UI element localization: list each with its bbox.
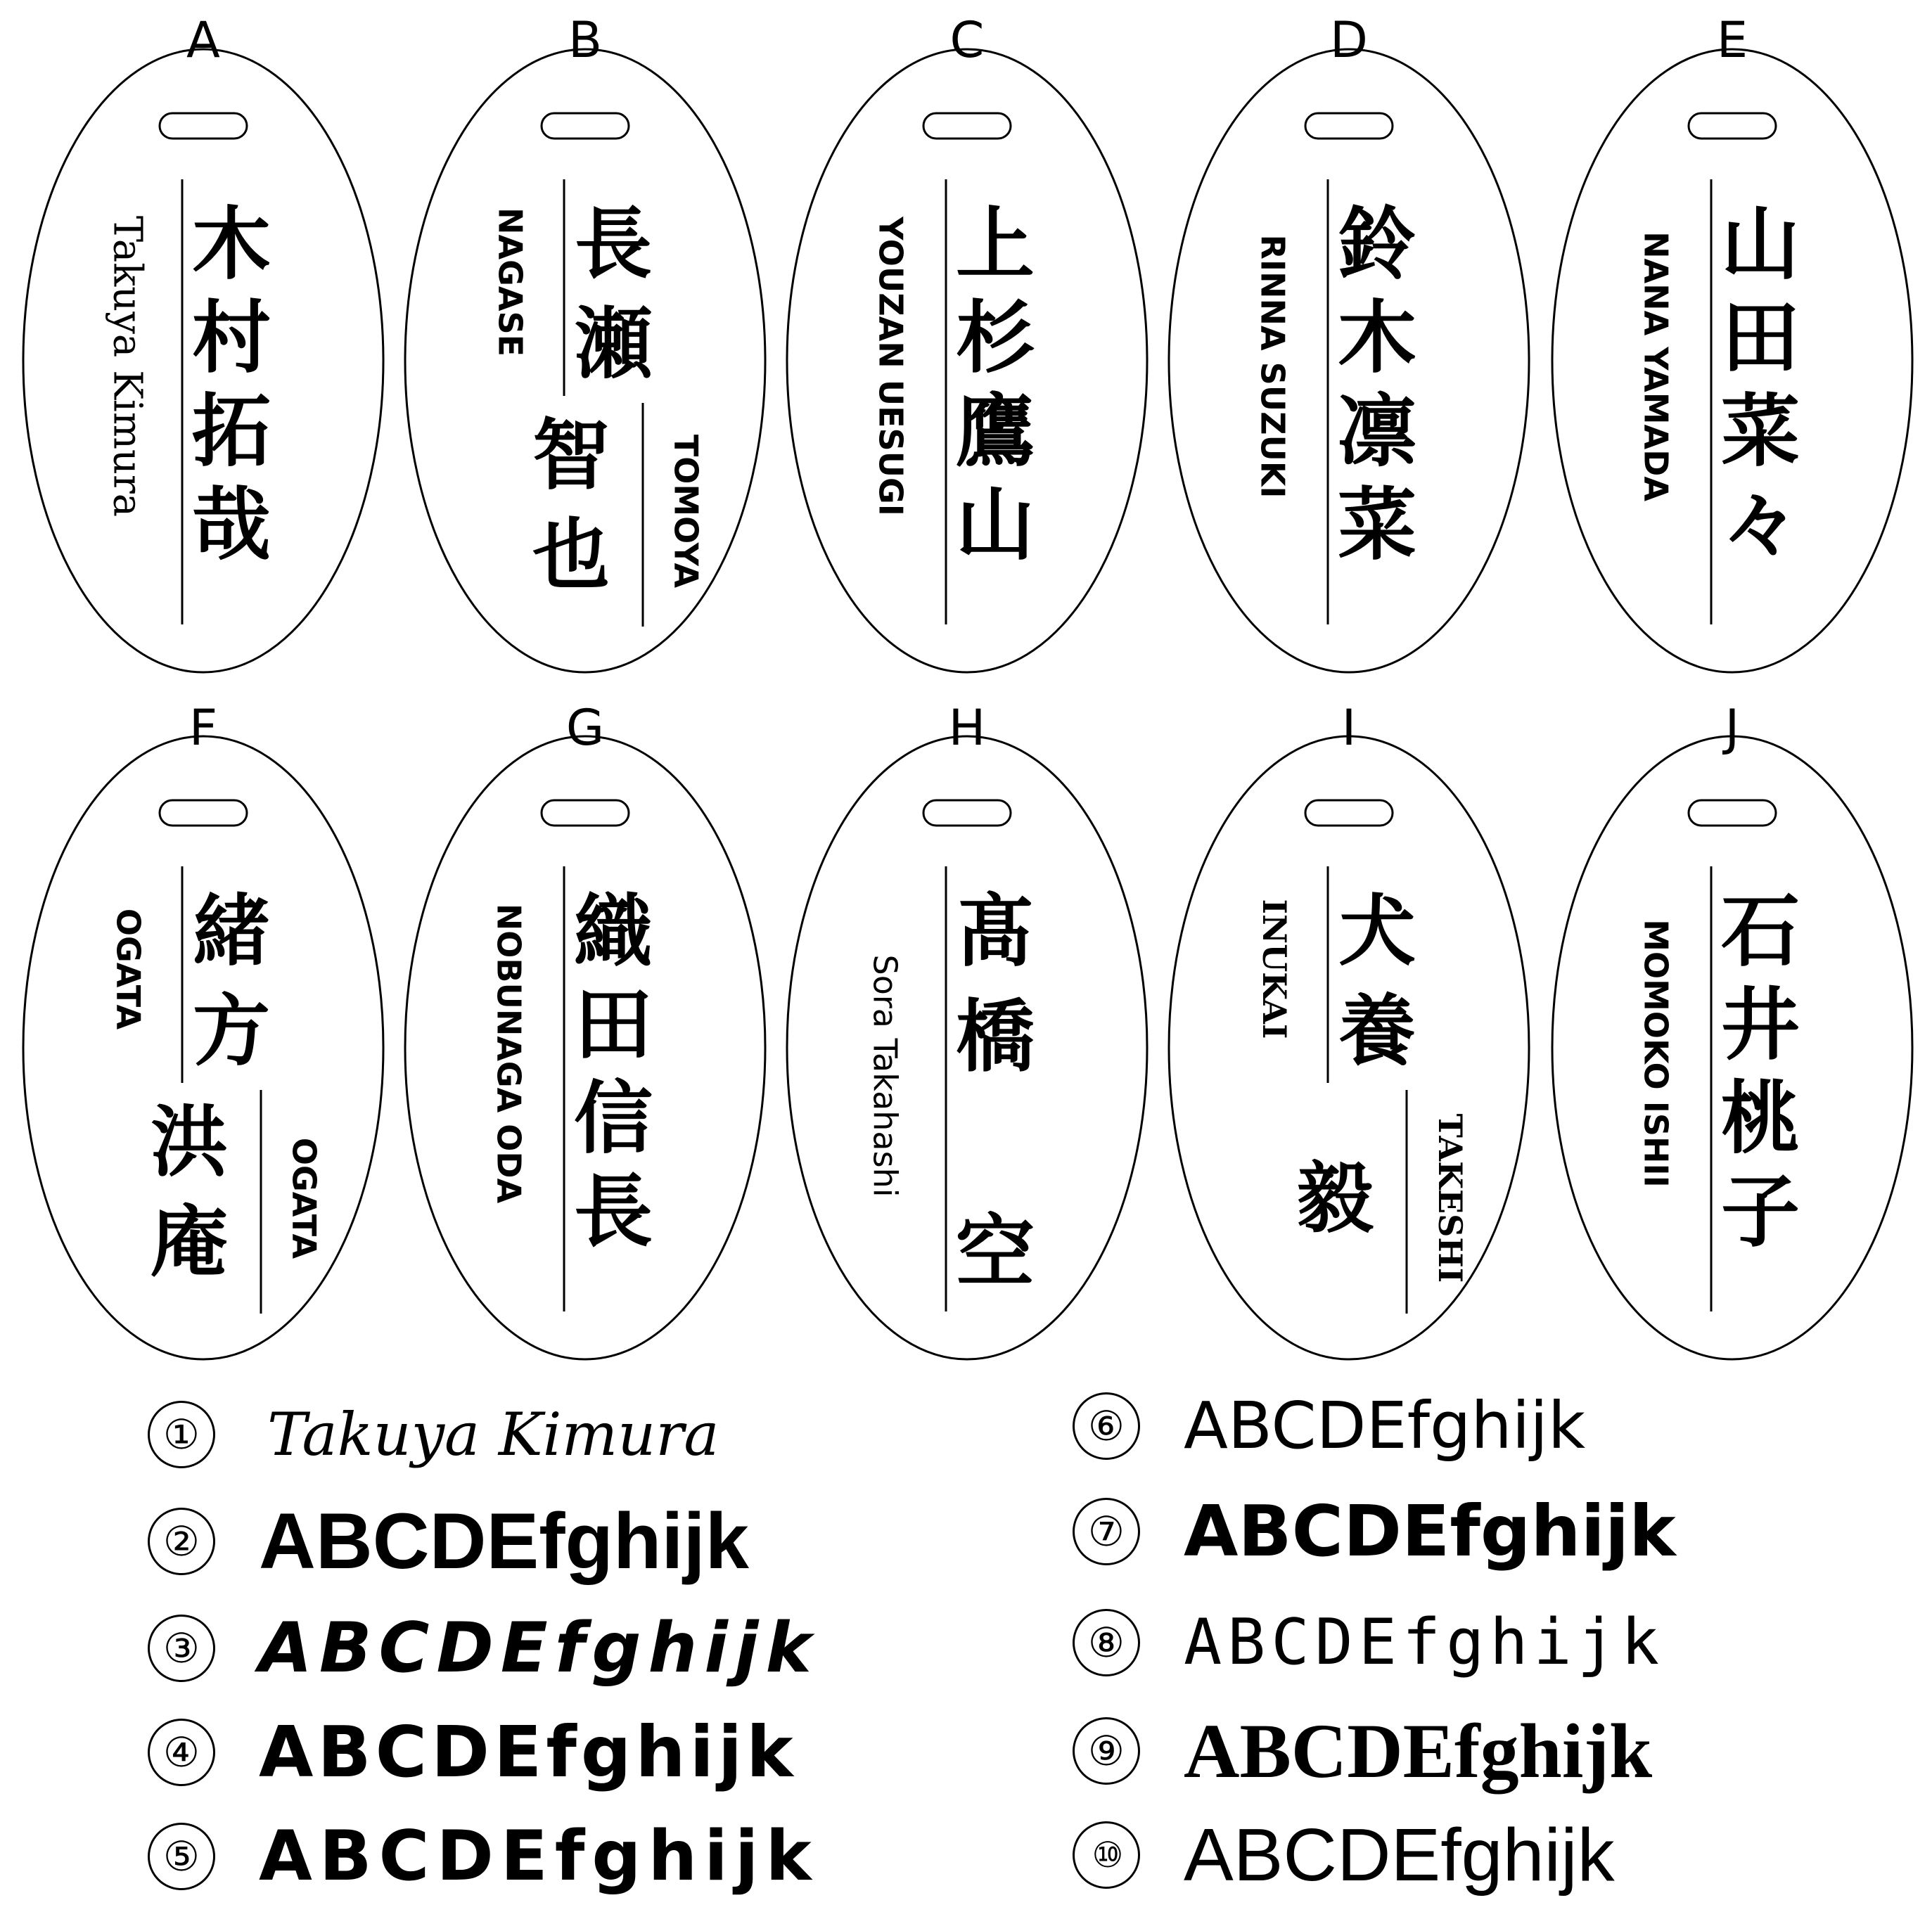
tag-kanji-family-char: 犬 xyxy=(1338,886,1416,977)
tag-letter: A xyxy=(186,11,220,70)
tag-letter: F xyxy=(188,699,218,757)
sample-text-4: ABCDEfghijk xyxy=(259,1711,798,1793)
tag-letter: D xyxy=(1330,11,1368,70)
tag-kanji-given-char: 毅 xyxy=(1296,1153,1374,1244)
font-sample-9 xyxy=(1073,1709,1652,1793)
tag-roman-family: INUKAI xyxy=(1255,899,1293,1039)
tag-kanji-char: 山 xyxy=(956,479,1035,571)
sample-number-7: ⑦ xyxy=(1073,1498,1140,1565)
sample-text-1: Takuya Kimura xyxy=(267,1400,719,1469)
sample-number-6: ⑥ xyxy=(1073,1392,1140,1460)
sample-number-9: ⑨ xyxy=(1073,1717,1140,1785)
tag-roman-name: RINNA SUZUKI xyxy=(1253,234,1292,499)
tag-letter: E xyxy=(1716,11,1748,70)
tag-letter: J xyxy=(1725,699,1740,757)
tag-kanji-char: 田 xyxy=(1721,292,1800,384)
tag-kanji-given-char: 也 xyxy=(532,510,610,601)
font-sample-4 xyxy=(148,1710,798,1795)
tag-kanji-family-char: 方 xyxy=(193,986,270,1077)
tag-kanji-char: 井 xyxy=(1721,979,1800,1071)
tag-kanji-family-char: 瀬 xyxy=(575,299,652,390)
sample-number-3: ③ xyxy=(148,1615,215,1682)
tag-kanji-char: 信 xyxy=(574,1072,653,1164)
tag-roman-family: NAGASE xyxy=(491,207,530,357)
sample-text-6: ABCDEfghijk xyxy=(1184,1388,1586,1463)
tag-kanji-char: 凛 xyxy=(1338,385,1416,477)
font-sample-8 xyxy=(1073,1600,1665,1685)
tag-kanji-char: 長 xyxy=(574,1166,653,1258)
tag-kanji-family-char: 養 xyxy=(1338,986,1416,1077)
font-sample-2 xyxy=(148,1499,749,1584)
sample-number-1: ① xyxy=(148,1401,215,1468)
sample-number-10: ⑩ xyxy=(1073,1821,1140,1889)
tag-kanji-char: 橋 xyxy=(956,991,1035,1083)
tag-kanji-char: 拓 xyxy=(192,385,271,477)
tag-kanji-given-char: 空 xyxy=(956,1206,1035,1298)
sample-number-8: ⑧ xyxy=(1073,1609,1140,1676)
font-sample-5 xyxy=(148,1814,819,1899)
font-sample-6 xyxy=(1073,1384,1585,1468)
tag-kanji-char: 木 xyxy=(192,198,271,290)
font-sample-3 xyxy=(148,1606,819,1690)
tag-kanji-char: 田 xyxy=(574,979,653,1071)
tag-kanji-char: 村 xyxy=(192,292,271,384)
tag-kanji-char: 山 xyxy=(1721,198,1800,290)
tag-roman-given: TOMOYA xyxy=(667,434,705,589)
sample-text-8: ABCDEfghijk xyxy=(1184,1605,1665,1679)
tag-roman-name: Sora Takahashi xyxy=(866,954,904,1198)
tag-kanji-char: 杉 xyxy=(956,292,1035,384)
font-sample-7 xyxy=(1073,1489,1676,1574)
sample-number-5: ⑤ xyxy=(148,1823,215,1890)
tag-kanji-char: 菜 xyxy=(1721,385,1800,477)
tag-letter: I xyxy=(1341,699,1357,757)
sample-text-7: ABCDEfghijk xyxy=(1184,1490,1676,1572)
tag-kanji-family-char: 緒 xyxy=(193,886,270,977)
sample-text-10: ABCDEfghijk xyxy=(1184,1814,1615,1897)
font-sample-1 xyxy=(148,1392,719,1477)
tag-kanji-char: 木 xyxy=(1338,292,1416,384)
tag-letter: G xyxy=(565,699,605,757)
tag-roman-name: YOUZAN UESUGI xyxy=(871,217,910,516)
tag-kanji-given-char: 庵 xyxy=(151,1197,228,1288)
sample-text-3: ABCDEfghijk xyxy=(259,1608,819,1688)
tag-roman-name: NANA YAMADA xyxy=(1637,231,1675,501)
sample-text-9: ABCDEfghijk xyxy=(1184,1708,1653,1794)
tag-kanji-char: 哉 xyxy=(192,479,271,571)
tag-kanji-given-char: 洪 xyxy=(151,1097,228,1188)
tag-roman-name: MOMOKO ISHII xyxy=(1637,919,1675,1188)
tag-kanji-char: 菜 xyxy=(1338,479,1416,571)
font-sample-10 xyxy=(1073,1813,1615,1897)
sample-number-2: ② xyxy=(148,1508,215,1575)
tag-kanji-char: 織 xyxy=(574,885,653,977)
tag-letter: B xyxy=(568,11,603,70)
tag-kanji-family-char: 長 xyxy=(575,199,652,290)
tag-kanji-given-char: 智 xyxy=(532,410,610,501)
sample-number-4: ④ xyxy=(148,1719,215,1786)
tag-letter: C xyxy=(949,11,985,70)
sample-text-5: ABCDEfghijk xyxy=(259,1816,819,1897)
tag-roman-name: NOBUNAGA ODA xyxy=(490,903,528,1204)
tag-kanji-char: 子 xyxy=(1721,1166,1800,1258)
tag-kanji-char: 鷹 xyxy=(956,385,1035,477)
sample-text-2: ABCDEfghijk xyxy=(259,1497,749,1585)
tag-roman-given: OGATA xyxy=(285,1137,324,1259)
tag-roman-name: Takuya Kimura xyxy=(104,215,151,518)
tag-kanji-char: 鈴 xyxy=(1338,198,1416,290)
tag-roman-family: OGATA xyxy=(109,908,148,1030)
tag-kanji-char: 々 xyxy=(1721,479,1800,571)
tag-roman-given: TAKESHI xyxy=(1431,1113,1469,1283)
tag-kanji-char: 桃 xyxy=(1721,1072,1800,1164)
tag-kanji-char: 石 xyxy=(1721,885,1800,977)
tag-letter: H xyxy=(948,699,986,757)
tag-kanji-char: 髙 xyxy=(956,885,1035,977)
tag-kanji-char: 上 xyxy=(956,198,1035,290)
